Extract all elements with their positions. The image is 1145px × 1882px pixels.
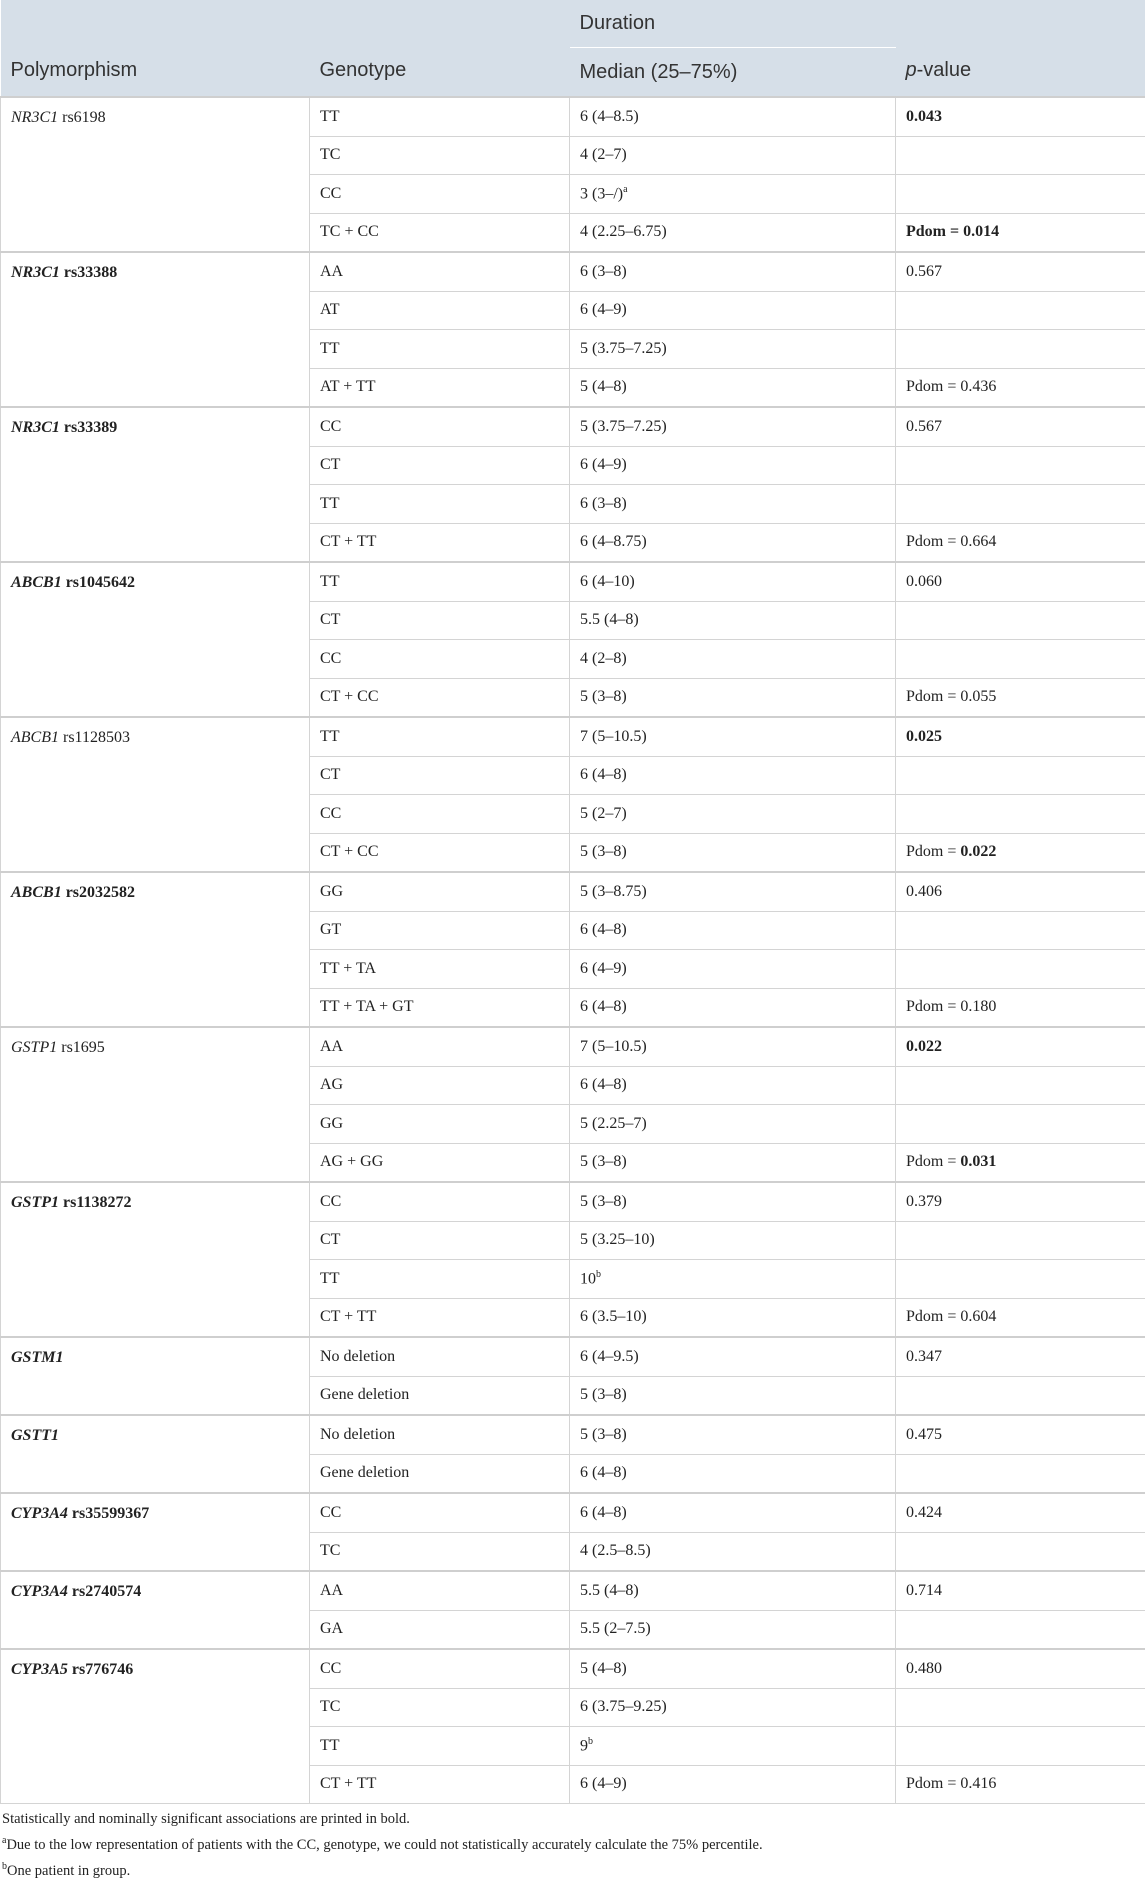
p-value-cell (896, 1260, 1145, 1299)
rs-id: rs1045642 (66, 574, 135, 591)
rs-id: rs35599367 (72, 1505, 149, 1522)
p-value: 0.567 (906, 263, 942, 280)
gene-name: NR3C1 (11, 419, 60, 436)
median-cell (570, 988, 896, 1027)
median-value: 5.5 (2–7.5) (580, 1620, 651, 1637)
rs-id: rs1695 (61, 1039, 105, 1056)
p-value: 0.022 (960, 843, 996, 860)
footnotes (0, 1804, 1145, 1882)
median-value: 5 (4–8) (580, 1660, 627, 1677)
table-row (1, 562, 1145, 601)
polymorphism-cell (1, 97, 310, 252)
p-value-cell (896, 213, 1145, 252)
median-value: 6 (4–10) (580, 573, 635, 590)
p-value-cell (896, 717, 1145, 756)
median-cell (570, 1105, 896, 1144)
table-row (1, 1493, 1145, 1532)
genotype-cell: TC (310, 1532, 570, 1571)
gene-name: GSTP1 (11, 1194, 59, 1211)
p-value-cell (896, 601, 1145, 640)
p-value-cell (896, 407, 1145, 446)
genotype-cell: TT (310, 485, 570, 524)
median-cell (570, 1532, 896, 1571)
rs-id: rs776746 (72, 1661, 133, 1678)
p-value: 0.043 (906, 108, 942, 125)
genotype-cell: No deletion (310, 1415, 570, 1454)
gene-name: GSTT1 (11, 1427, 59, 1444)
median-value: 6 (4–8) (580, 1076, 627, 1093)
p-value: Pdom = 0.604 (906, 1308, 996, 1325)
genotype-cell: AA (310, 252, 570, 291)
genotype-cell: CT + CC (310, 678, 570, 717)
p-prefix: Pdom = (906, 1153, 960, 1170)
median-value: 5 (3.25–10) (580, 1231, 655, 1248)
polymorphism-cell (1, 717, 310, 872)
genotype-cell: CT + TT (310, 1765, 570, 1804)
gene-name: GSTP1 (11, 1039, 57, 1056)
median-cell (570, 1571, 896, 1610)
genotype-cell: TC + CC (310, 213, 570, 252)
p-value-cell (896, 523, 1145, 562)
p-value-cell (896, 252, 1145, 291)
genotype-cell: CT (310, 1221, 570, 1260)
median-value: 7 (5–10.5) (580, 1038, 647, 1055)
p-value: 0.480 (906, 1660, 942, 1677)
p-value-cell (896, 795, 1145, 834)
p-value-cell (896, 1066, 1145, 1105)
genotype-cell: AT (310, 291, 570, 330)
p-value-cell (896, 1765, 1145, 1804)
p-value-cell (896, 1143, 1145, 1182)
gene-name: CYP3A4 (11, 1583, 68, 1600)
footnote-text: Due to the low representation of patients with the CC, genotype, we could not statistically accurately calculate the 75% percentile. (6, 1837, 762, 1853)
footnote-marker: b (2, 1861, 7, 1872)
p-value-cell (896, 1337, 1145, 1376)
median-value: 6 (4–8) (580, 998, 627, 1015)
polymorphism-cell (1, 1182, 310, 1337)
rs-id: rs1138272 (63, 1194, 131, 1211)
p-value: 0.475 (906, 1426, 942, 1443)
footnote-text: One patient in group. (7, 1863, 130, 1879)
median-cell (570, 1066, 896, 1105)
median-value: 5 (2.25–7) (580, 1115, 647, 1132)
genotype-cell: TT + TA + GT (310, 988, 570, 1027)
genotype-cell: CT (310, 756, 570, 795)
p-value-cell (896, 640, 1145, 679)
polymorphism-cell (1, 1415, 310, 1493)
median-cell (570, 640, 896, 679)
footnote-marker: b (588, 1736, 593, 1747)
genotype-cell: GA (310, 1610, 570, 1649)
p-value-cell (896, 1376, 1145, 1415)
genotype-cell: CC (310, 640, 570, 679)
median-cell (570, 601, 896, 640)
polymorphism-cell (1, 1337, 310, 1415)
median-cell (570, 446, 896, 485)
median-value: 6 (4–8) (580, 1504, 627, 1521)
table-row (1, 1649, 1145, 1688)
median-value: 6 (4–9) (580, 456, 627, 473)
median-value: 4 (2.5–8.5) (580, 1542, 651, 1559)
genotype-cell: CT + TT (310, 523, 570, 562)
median-value: 4 (2–8) (580, 650, 627, 667)
p-value: 0.714 (906, 1582, 942, 1599)
median-cell (570, 1221, 896, 1260)
table-row (1, 407, 1145, 446)
genotype-cell: AG + GG (310, 1143, 570, 1182)
median-cell (570, 252, 896, 291)
table-row (1, 252, 1145, 291)
genotype-cell: TC (310, 136, 570, 175)
table-row (1, 1571, 1145, 1610)
median-cell (570, 872, 896, 911)
genotype-cell: GG (310, 872, 570, 911)
genotype-cell: GT (310, 911, 570, 950)
median-value: 6 (3–8) (580, 263, 627, 280)
rs-id: rs33389 (64, 419, 117, 436)
p-value-cell (896, 1532, 1145, 1571)
genotype-cell: TT (310, 97, 570, 136)
p-value-cell (896, 97, 1145, 136)
genotype-cell: CT + TT (310, 1298, 570, 1337)
header-p-rest: -value (917, 59, 971, 81)
median-value: 5.5 (4–8) (580, 1582, 639, 1599)
p-value-cell (896, 562, 1145, 601)
p-value-cell (896, 1688, 1145, 1727)
p-value: 0.379 (906, 1193, 942, 1210)
gene-name: CYP3A5 (11, 1661, 68, 1678)
header-genotype: Genotype (310, 0, 570, 97)
median-cell (570, 1727, 896, 1766)
median-value: 6 (3.5–10) (580, 1308, 647, 1325)
median-value: 6 (4–8.75) (580, 533, 647, 550)
median-value: 5 (3–8) (580, 843, 627, 860)
polymorphism-cell (1, 1493, 310, 1571)
genotype-cell: AA (310, 1027, 570, 1066)
genotype-cell: CC (310, 795, 570, 834)
median-cell (570, 1454, 896, 1493)
p-value-cell (896, 175, 1145, 214)
p-value-cell (896, 485, 1145, 524)
genotype-cell: CC (310, 1649, 570, 1688)
gene-name: ABCB1 (11, 729, 59, 746)
genotype-cell: TT (310, 717, 570, 756)
p-value: Pdom = 0.436 (906, 378, 996, 395)
footnote-marker: a (2, 1835, 6, 1846)
p-prefix: Pdom = (906, 843, 960, 860)
polymorphism-cell (1, 1571, 310, 1649)
header-median: Median (25–75%) (570, 48, 896, 98)
p-value-cell (896, 330, 1145, 369)
median-value: 6 (4–9.5) (580, 1348, 639, 1365)
p-value: 0.022 (906, 1038, 942, 1055)
table-body (1, 97, 1145, 1804)
p-value: 0.567 (906, 418, 942, 435)
median-cell (570, 1182, 896, 1221)
rs-id: rs1128503 (63, 729, 130, 746)
median-cell (570, 368, 896, 407)
median-cell (570, 291, 896, 330)
gene-name: GSTM1 (11, 1349, 63, 1366)
footnote (2, 1830, 1143, 1856)
polymorphism-cell (1, 562, 310, 717)
genotype-cell: AG (310, 1066, 570, 1105)
footnote (2, 1809, 1143, 1830)
median-cell (570, 1649, 896, 1688)
p-value-cell (896, 833, 1145, 872)
p-value-cell (896, 1298, 1145, 1337)
genotype-cell: CC (310, 1182, 570, 1221)
gene-name: NR3C1 (11, 109, 58, 126)
p-value-cell (896, 988, 1145, 1027)
median-cell (570, 1143, 896, 1182)
genotype-cell: AA (310, 1571, 570, 1610)
p-value: 0.424 (906, 1504, 942, 1521)
p-value: Pdom = 0.664 (906, 533, 996, 550)
polymorphism-cell (1, 407, 310, 562)
median-cell (570, 717, 896, 756)
median-value: 10 (580, 1270, 596, 1287)
median-cell (570, 1688, 896, 1727)
median-value: 5.5 (4–8) (580, 611, 639, 628)
p-value-cell (896, 1649, 1145, 1688)
median-value: 5 (3–8) (580, 1426, 627, 1443)
genotype-cell: CT (310, 446, 570, 485)
gene-name: CYP3A4 (11, 1505, 68, 1522)
rs-id: rs2032582 (66, 884, 135, 901)
footnote-text: Statistically and nominally significant associations are printed in bold. (2, 1811, 410, 1827)
median-value: 6 (4–9) (580, 301, 627, 318)
genotype-cell: CT (310, 601, 570, 640)
p-value: Pdom = 0.416 (906, 1775, 996, 1792)
median-cell (570, 833, 896, 872)
header-polymorphism: Polymorphism (1, 0, 310, 97)
gene-name: ABCB1 (11, 884, 62, 901)
median-value: 6 (4–8) (580, 766, 627, 783)
genotype-cell: AT + TT (310, 368, 570, 407)
p-value-cell (896, 1027, 1145, 1066)
median-cell (570, 1493, 896, 1532)
p-value: 0.406 (906, 883, 942, 900)
p-value: Pdom = 0.055 (906, 688, 996, 705)
median-value: 4 (2–7) (580, 146, 627, 163)
p-value-cell (896, 1182, 1145, 1221)
header-p-value (896, 0, 1145, 97)
genotype-cell: Gene deletion (310, 1376, 570, 1415)
median-value: 6 (4–8.5) (580, 108, 639, 125)
p-value: 0.060 (906, 573, 942, 590)
median-value: 6 (4–9) (580, 960, 627, 977)
genotype-cell: CC (310, 175, 570, 214)
median-value: 5 (3–8) (580, 688, 627, 705)
p-value: Pdom = 0.180 (906, 998, 996, 1015)
table-row (1, 872, 1145, 911)
median-cell (570, 175, 896, 214)
gene-name: NR3C1 (11, 264, 60, 281)
genotype-cell: Gene deletion (310, 1454, 570, 1493)
p-value-cell (896, 1610, 1145, 1649)
median-value: 6 (3.75–9.25) (580, 1698, 667, 1715)
median-value: 6 (3–8) (580, 495, 627, 512)
footnote-marker: a (623, 184, 627, 195)
genotype-cell: TT (310, 330, 570, 369)
median-value: 6 (4–9) (580, 1775, 627, 1792)
median-cell (570, 1337, 896, 1376)
polymorphism-cell (1, 1649, 310, 1804)
p-value-cell (896, 872, 1145, 911)
p-value-cell (896, 291, 1145, 330)
median-value: 6 (4–8) (580, 1464, 627, 1481)
median-cell (570, 562, 896, 601)
footnote-marker: b (596, 1269, 601, 1280)
p-value-cell (896, 1105, 1145, 1144)
p-value-cell (896, 1571, 1145, 1610)
table-row (1, 1415, 1145, 1454)
genotype-cell: TT (310, 1260, 570, 1299)
median-value: 6 (4–8) (580, 921, 627, 938)
median-value: 5 (3–8.75) (580, 883, 647, 900)
p-value-cell (896, 1221, 1145, 1260)
median-cell (570, 756, 896, 795)
median-cell (570, 795, 896, 834)
p-value-cell (896, 1493, 1145, 1532)
median-cell (570, 1765, 896, 1804)
genotype-cell: CC (310, 1493, 570, 1532)
median-cell (570, 136, 896, 175)
genotype-cell: GG (310, 1105, 570, 1144)
table-row (1, 1337, 1145, 1376)
median-cell (570, 330, 896, 369)
median-cell (570, 407, 896, 446)
p-value-cell (896, 136, 1145, 175)
rs-id: rs33388 (64, 264, 117, 281)
header-duration: Duration (570, 0, 896, 48)
p-value-cell (896, 678, 1145, 717)
genotype-cell: TT + TA (310, 950, 570, 989)
polymorphism-cell (1, 872, 310, 1027)
median-cell (570, 213, 896, 252)
median-cell (570, 523, 896, 562)
median-cell (570, 1415, 896, 1454)
median-cell (570, 1260, 896, 1299)
median-value: 7 (5–10.5) (580, 728, 647, 745)
genotype-cell: No deletion (310, 1337, 570, 1376)
p-value-cell (896, 368, 1145, 407)
median-cell (570, 97, 896, 136)
p-value: 0.031 (960, 1153, 996, 1170)
median-cell (570, 950, 896, 989)
table-row (1, 97, 1145, 136)
median-value: 5 (3.75–7.25) (580, 418, 667, 435)
genotype-cell: TT (310, 562, 570, 601)
header-p-italic: p (906, 59, 917, 81)
rs-id: rs6198 (62, 109, 106, 126)
genotype-cell: CT + CC (310, 833, 570, 872)
median-value: 5 (3–8) (580, 1153, 627, 1170)
table-row (1, 717, 1145, 756)
genotype-cell: CC (310, 407, 570, 446)
median-cell (570, 1610, 896, 1649)
table-row (1, 1027, 1145, 1066)
median-value: 4 (2.25–6.75) (580, 223, 667, 240)
footnote (2, 1856, 1143, 1882)
table-header (1, 0, 1145, 97)
table-row (1, 1182, 1145, 1221)
polymorphism-cell (1, 1027, 310, 1182)
rs-id: rs2740574 (72, 1583, 141, 1600)
gene-name: ABCB1 (11, 574, 62, 591)
median-value: 5 (3–8) (580, 1386, 627, 1403)
median-value: 5 (3–8) (580, 1193, 627, 1210)
polymorphism-cell (1, 252, 310, 407)
median-value: 3 (3–/) (580, 185, 623, 202)
median-value: 5 (2–7) (580, 805, 627, 822)
median-value: 9 (580, 1737, 588, 1754)
p-value: Pdom = 0.014 (906, 223, 999, 240)
median-cell (570, 678, 896, 717)
median-cell (570, 1376, 896, 1415)
median-cell (570, 911, 896, 950)
p-value-cell (896, 446, 1145, 485)
median-cell (570, 1027, 896, 1066)
p-value: 0.025 (906, 728, 942, 745)
p-value-cell (896, 1454, 1145, 1493)
median-cell (570, 1298, 896, 1337)
genotype-cell: TC (310, 1688, 570, 1727)
p-value: 0.347 (906, 1348, 942, 1365)
median-cell (570, 485, 896, 524)
median-value: 5 (4–8) (580, 378, 627, 395)
genotype-cell: TT (310, 1727, 570, 1766)
p-value-cell (896, 911, 1145, 950)
p-value-cell (896, 1415, 1145, 1454)
p-value-cell (896, 950, 1145, 989)
p-value-cell (896, 1727, 1145, 1766)
median-value: 5 (3.75–7.25) (580, 340, 667, 357)
p-value-cell (896, 756, 1145, 795)
